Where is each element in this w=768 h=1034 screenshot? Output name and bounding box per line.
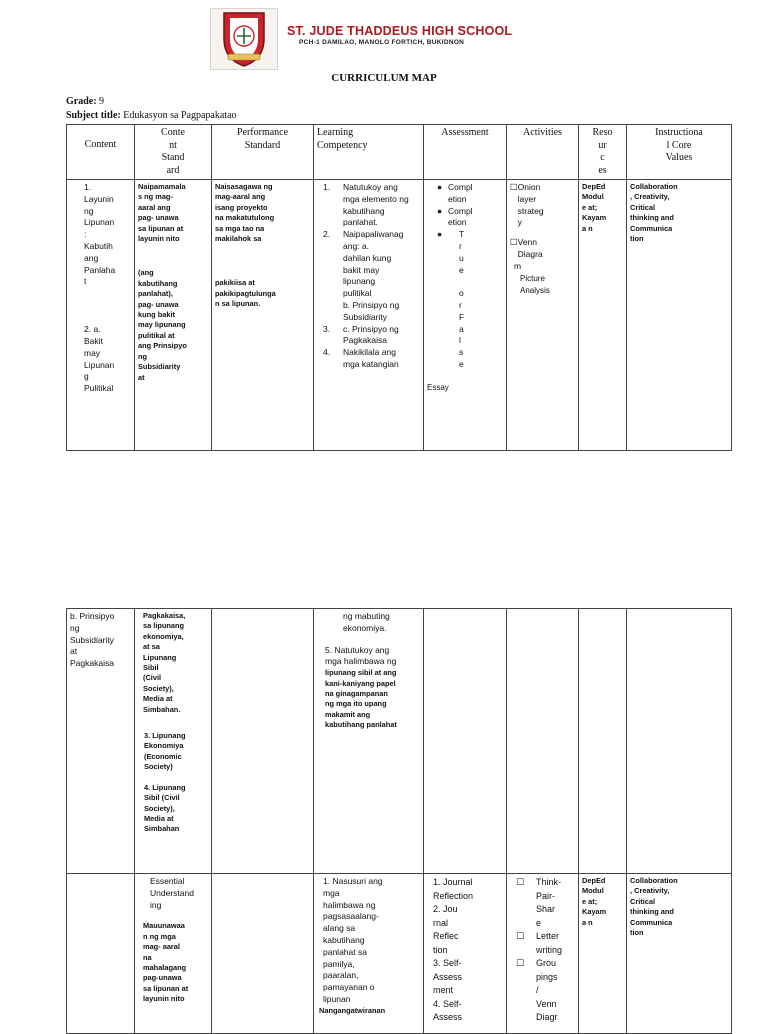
competency-text-2: 5. Natutukoy ang mga halimbawa ng — [325, 644, 397, 667]
activity-item: Letter writing — [536, 931, 563, 955]
activity-item: Think- Pair- Shar e — [536, 877, 562, 928]
learning-competency-cell — [314, 874, 424, 1034]
activity-item: Picture Analysis — [520, 273, 550, 295]
activity-item-cont: m — [514, 260, 522, 271]
bullet-icon: ● — [437, 229, 443, 240]
page-title: CURRICULUM MAP — [331, 72, 437, 84]
table-row — [67, 609, 732, 874]
content-topic-2: 2. a. Bakit may Lipunan g Pulitikal — [84, 324, 115, 394]
subject-line — [66, 110, 237, 121]
assessment-essay: Essay — [427, 382, 449, 392]
activities-cell — [507, 609, 579, 874]
item-number: 4. — [323, 347, 331, 358]
competency-text-1: ng mabuting ekonomiya. — [343, 611, 390, 633]
content-standard-text-3: 4. Lipunang Sibil (Civil Society), Media at Simbahan — [144, 782, 186, 834]
core-values-text: Collaboration , Creativity, Critical thinking and Communica tion — [630, 182, 678, 244]
activity-item: Grou pings / Venn Diagr — [536, 958, 558, 1022]
list-item — [510, 876, 575, 930]
table-row — [67, 874, 732, 1034]
performance-standard-cell — [212, 874, 314, 1034]
assessment-text: 1. Journal Reflection 2. Jou rnal Reflec tion 3. Self- Assess ment 4. Self- Assess — [433, 877, 474, 1022]
competency-text-1: 1. Nasusuri ang mga halimbawa ng pagsasaalang- alang sa kabutihang panlahat sa pamilya, paaralan, pamayanan o lipunan — [323, 876, 383, 1004]
performance-standard-cell — [212, 609, 314, 874]
content-standard-cell — [135, 609, 212, 874]
list-item — [427, 206, 503, 230]
checkbox-icon: ☐ — [516, 931, 525, 941]
item-number: 3. — [323, 323, 331, 334]
list-item — [510, 237, 575, 261]
assessment-item: Compl etion — [448, 182, 473, 204]
subject-label: Subject title: — [66, 110, 121, 121]
content-standard-text-2: (ang kabutihang panlahat), pag- unawa kung bakit may lipunang pulitikal at ang Prinsipyo ng Subsidiarity at — [138, 268, 187, 382]
content-standard-text-2: 3. Lipunang Ekonomiya (Economic Society) — [144, 731, 186, 772]
learning-competency-cell — [314, 180, 424, 451]
content-standard-text-1: Naipamamala s ng mag- aaral ang pag- unawa sa lipunan at layunin nito — [138, 182, 186, 244]
assessment-item: T r u e o r F a l s e — [459, 229, 465, 369]
content-standard-cell — [135, 180, 212, 451]
performance-standard-text-1: Naisasagawa ng mag-aaral ang isang proyekto na makatutulong sa mga tao na makilahok sa — [215, 182, 275, 244]
resources-cell — [579, 180, 627, 451]
col-activities: Activities — [507, 125, 579, 180]
checkbox-icon: ☐ — [516, 958, 525, 968]
list-item — [317, 347, 420, 371]
list-item — [317, 324, 420, 348]
item-number: 2. — [323, 229, 331, 240]
item-number: 1. — [323, 182, 331, 192]
learning-competency-cell — [314, 609, 424, 874]
core-values-cell — [627, 874, 732, 1034]
bullet-icon: ● — [437, 205, 443, 216]
item-text: c. Prinsipyo ng Pagkakaisa — [343, 323, 399, 346]
list-item — [317, 182, 420, 229]
content-cell — [67, 609, 135, 874]
school-logo — [210, 8, 278, 70]
list-item — [510, 957, 575, 1025]
content-cell — [67, 180, 135, 451]
activity-item: Onion layer strateg y — [517, 182, 544, 228]
resources-cell — [579, 609, 627, 874]
content-topic-1: 1. Layunin ng Lipunan : Kabutih ang Panlaha t — [84, 182, 116, 287]
checkbox-icon: ☐ — [510, 182, 518, 192]
list-item — [317, 229, 420, 323]
col-content: Content — [67, 125, 135, 180]
table-row — [67, 180, 732, 451]
activity-item: Venn Diagra — [517, 237, 543, 259]
content-standard-text-1: Pagkakaisa, sa lipunang ekonomiya, at sa Lipunang Sibil (Civil Society), Media at Simbahan. — [143, 611, 186, 714]
col-performance-standard: Performance Standard — [212, 125, 314, 180]
curriculum-table-2 — [66, 608, 732, 1034]
resources-text: DepEd Modul e at; Kayam a n — [582, 876, 607, 927]
list-item — [427, 182, 503, 206]
school-address: PCH-1 DAMILAO, MANOLO FORTICH, BUKIDNON — [299, 39, 465, 46]
col-core-values: Instructiona l Core Values — [627, 125, 732, 180]
activities-cell — [507, 874, 579, 1034]
school-name: ST. JUDE THADDEUS HIGH SCHOOL — [287, 24, 513, 38]
competency-text-3: lipunang sibil at ang kani-kaniyang papel na ginagampanan ng mga ito upang makamit ang kabutihang panlahat — [325, 668, 397, 730]
list-item — [510, 930, 575, 957]
col-content-standard: Conte nt Stand ard — [135, 125, 212, 180]
core-values-cell — [627, 180, 732, 451]
content-standard-text-2: Mauunawaa n ng mga mag- aaral na mahalagang pag-unawa sa lipunan at layunin nito — [143, 921, 189, 1004]
item-text: Nakikilala ang mga katangian — [343, 347, 399, 369]
col-resources: Reso ur c es — [579, 125, 627, 180]
assessment-cell — [424, 609, 507, 874]
grade-label: Grade: — [66, 96, 97, 107]
curriculum-table-1 — [66, 124, 732, 451]
assessment-cell — [424, 874, 507, 1034]
core-values-text: Collaboration , Creativity, Critical thinking and Communica tion — [630, 876, 678, 938]
list-item — [427, 229, 503, 371]
list-item — [510, 182, 575, 229]
content-standard-text-1: Essential Understand ing — [150, 876, 194, 910]
grade-value: 9 — [99, 96, 105, 107]
content-topic: b. Prinsipyo ng Subsidiarity at Pagkakaisa — [70, 611, 115, 669]
shield-crest-icon — [211, 9, 277, 69]
col-assessment: Assessment — [424, 125, 507, 180]
resources-text: DepEd Modul e at; Kayam a n — [582, 182, 607, 233]
subject-value: Edukasyon sa Pagpapakatao — [123, 110, 237, 121]
competency-text-2: Nangangatwiranan — [319, 1005, 386, 1015]
assessment-item: Compl etion — [448, 205, 473, 228]
performance-standard-text-2: pakikiisa at pakikipagtulunga n sa lipunan. — [215, 278, 276, 309]
core-values-cell — [627, 609, 732, 874]
checkbox-icon: ☐ — [510, 237, 518, 248]
content-cell — [67, 874, 135, 1034]
item-text: Natutukoy ang mga elemento ng kabutihang panlahat. — [343, 182, 409, 228]
table-header-row — [67, 125, 732, 180]
item-text: Naipapaliwanag ang: a. dahilan kung bakit may lipunang pulitikal b. Prinsipyo ng Subsidiarity — [343, 229, 404, 322]
resources-cell — [579, 874, 627, 1034]
col-learning-competency: Learning Competency — [314, 125, 424, 180]
checkbox-icon: ☐ — [516, 877, 525, 887]
bullet-icon: ● — [437, 182, 443, 192]
assessment-cell — [424, 180, 507, 451]
content-standard-cell — [135, 874, 212, 1034]
grade-line — [66, 96, 104, 107]
performance-standard-cell — [212, 180, 314, 451]
activities-cell — [507, 180, 579, 451]
